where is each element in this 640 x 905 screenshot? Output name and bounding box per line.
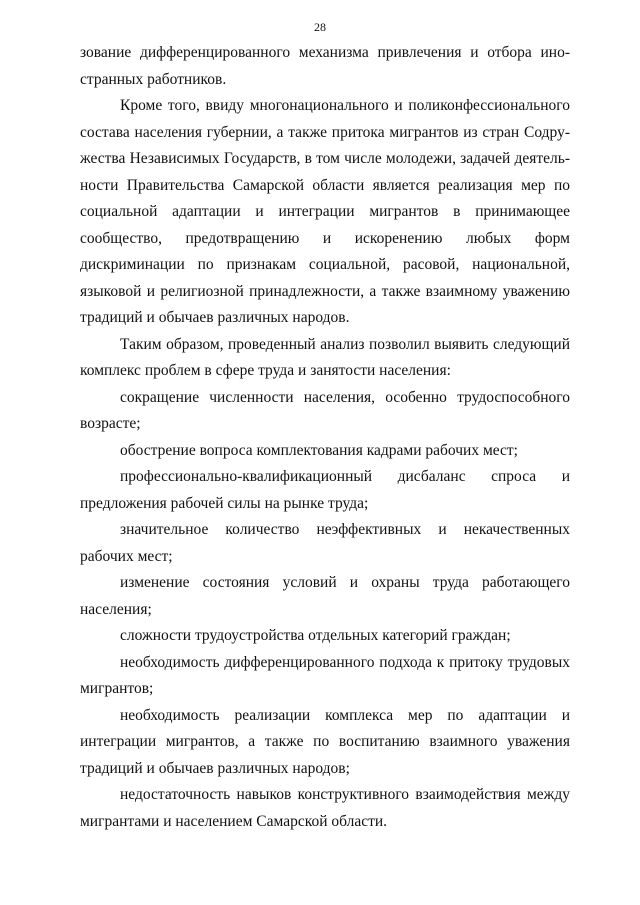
body-paragraph: зование дифференцированного механизма привлечения и отбора иностранных работников. <box>80 44 570 88</box>
body-paragraph: недостаточность навыков конструктивного взаимодействия между мигрантами и населением Самарской области. <box>80 786 570 830</box>
body-paragraph: профессионально-квалификационный дисбаланс спроса и предложения рабочей силы на рынке труда; <box>80 468 570 512</box>
body-paragraph: сложности трудоустройства отдельных категорий граждан; <box>120 627 511 644</box>
body-paragraph: изменение состояния условий и охраны труда работающего населения; <box>80 574 570 618</box>
body-paragraph: сокращение численности населения, особенно трудоспособного возрасте; <box>80 388 570 432</box>
body-paragraph: необходимость дифференцированного подхода к притоку трудовых мигрантов; <box>80 653 570 697</box>
body-paragraph: необходимость реализации комплекса мер по адаптации и интеграции мигрантов, а также по воспитанию взаимного уважения традиций и обычаев различных народов; <box>80 706 570 777</box>
body-paragraph: Таким образом, проведенный анализ позволил выявить следующий комплекс проблем в сфере труда и занятости населения: <box>80 335 570 379</box>
page-body <box>80 40 570 835</box>
page-number: 28 <box>314 20 326 34</box>
body-paragraph: Кроме того, ввиду многонационального и поликонфессионального состава населения губернии, а также притока мигрантов из стран Содружества Независимых Государств, в том числе молодежи, задачей деятельности Правительства Самарской области является реализация мер по социальной адаптации и интеграции мигрантов в принимающее сообщество, предотвращению и искоренению любых форм дискриминации по признакам социальной, расовой, национальной, языковой и религиозной принадлежности, а также взаимному уважению традиций и обычаев различных народов. <box>80 97 570 326</box>
body-paragraph: обострение вопроса комплектования кадрами рабочих мест; <box>120 441 518 459</box>
body-paragraph: значительное количество неэффективных и некачественных рабочих мест; <box>80 521 570 565</box>
